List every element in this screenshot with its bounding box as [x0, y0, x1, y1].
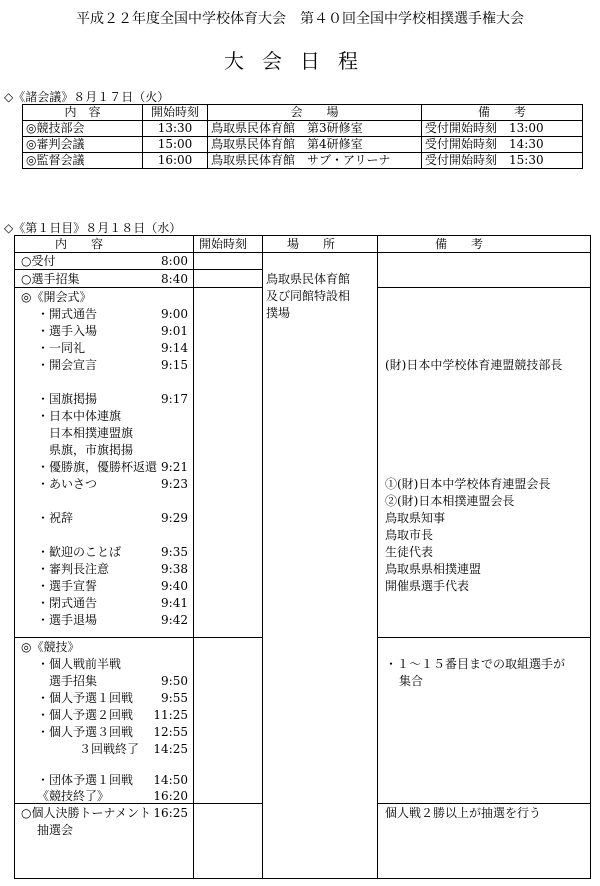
header-place: 場 所 [287, 237, 336, 251]
header-notes: 備 考 [435, 237, 484, 251]
schedule-item: ・閉式通告 [37, 596, 98, 610]
meeting-name: ◎審判会議 [23, 137, 143, 153]
schedule-item: 日本相撲連盟旗 [49, 426, 134, 440]
meeting-note: 受付開始時刻 13:00 [422, 121, 583, 137]
header-content: 内 容 [23, 105, 143, 121]
row-divider [377, 803, 590, 804]
meeting-time: 15:00 [143, 137, 208, 153]
header-start-time: 開始時刻 [143, 105, 208, 121]
note: ②(財)日本相撲連盟会長 [385, 494, 515, 508]
schedule-item: ◎《競技》 [21, 640, 80, 654]
note: 集合 [399, 674, 424, 688]
schedule-item: 県旗，市旗掲揚 [49, 443, 134, 457]
header-notes: 備 考 [422, 105, 583, 121]
schedule-time: 14:50 [153, 773, 188, 787]
schedule-time: 12:55 [153, 725, 188, 739]
note: 鳥取市長 [385, 528, 434, 542]
venue-line: 鳥取県民体育館 [266, 272, 351, 286]
schedule-time: 9:38 [161, 562, 188, 576]
schedule-time: 9:21 [161, 460, 188, 474]
schedule-time: 9:55 [161, 691, 188, 705]
meeting-name: ◎競技部会 [23, 121, 143, 137]
note: 個人戦２勝以上が抽選を行う [385, 806, 542, 820]
schedule-item: ・団体予選１回戦 [37, 773, 134, 787]
schedule-item: ・個人予選１回戦 [37, 691, 134, 705]
row-divider [377, 637, 590, 638]
schedule-time: 14:25 [153, 742, 188, 756]
document-subtitle: 大会日程 [224, 49, 376, 73]
schedule-item: ・審判長注意 [37, 562, 110, 576]
note: 鳥取県知事 [385, 511, 446, 525]
schedule-time: 9:40 [161, 579, 188, 593]
header-content: 内 容 [55, 237, 104, 251]
schedule-time: 8:00 [161, 254, 188, 268]
schedule-item: ・個人予選３回戦 [37, 725, 134, 739]
schedule-time: 8:40 [161, 272, 188, 286]
table-row [23, 121, 583, 137]
note: ①(財)日本中学校体育連盟会長 [385, 477, 551, 491]
column-divider [262, 236, 263, 878]
schedule-item: ・祝辞 [37, 511, 74, 525]
document-title: 平成２２年度全国中学校体育大会 第４０回全国中学校相撲選手権大会 [76, 11, 524, 27]
schedule-time: 9:23 [161, 477, 188, 491]
column-divider [193, 236, 194, 878]
schedule-item: 《競技終了》 [37, 789, 110, 803]
schedule-item: ○個人決勝トーナメント [21, 806, 151, 820]
day1-table [14, 235, 591, 879]
meeting-table [22, 104, 583, 169]
schedule-time: 9:29 [161, 511, 188, 525]
schedule-time: 16:20 [153, 789, 188, 803]
schedule-time: 9:15 [161, 358, 188, 372]
schedule-time: 9:35 [161, 545, 188, 559]
table-header-row [23, 105, 583, 121]
schedule-time: 9:50 [161, 674, 188, 688]
schedule-item: ・優勝旗，優勝杯返還 [37, 460, 158, 474]
schedule-time: 16:25 [153, 806, 188, 820]
header-start-time: 開始時刻 [199, 237, 248, 251]
day1-heading: ◇《第１日目》８月１８日（水） [4, 221, 182, 235]
schedule-time: 9:01 [161, 324, 188, 338]
venue-line: 撲場 [266, 306, 291, 320]
schedule-item: ・選手宣誓 [37, 579, 98, 593]
schedule-item: ・個人戦前半戦 [37, 657, 122, 671]
schedule-item: ・国旗掲揚 [37, 392, 98, 406]
meeting-venue: 鳥取県民体育館 サブ・アリーナ [208, 153, 422, 169]
table-row [23, 137, 583, 153]
schedule-time: 11:25 [153, 708, 188, 722]
meeting-note: 受付開始時刻 15:30 [422, 153, 583, 169]
note: 生徒代表 [385, 545, 434, 559]
note: (財)日本中学校体育連盟競技部長 [385, 358, 563, 372]
schedule-time: 9:17 [161, 392, 188, 406]
row-divider [15, 269, 262, 270]
meeting-time: 16:00 [143, 153, 208, 169]
schedule-item: ・あいさつ [37, 477, 98, 491]
meeting-time: 13:30 [143, 121, 208, 137]
column-divider [377, 236, 378, 878]
schedule-time: 9:14 [161, 341, 188, 355]
schedule-item: ・個人予選２回戦 [37, 708, 134, 722]
row-divider [15, 287, 262, 288]
meeting-note: 受付開始時刻 14:30 [422, 137, 583, 153]
note: ・１～１５番目までの取組選手が [385, 657, 566, 671]
row-divider [15, 637, 262, 638]
schedule-item: ・開会宣言 [37, 358, 98, 372]
schedule-item: ・日本中体連旗 [37, 409, 122, 423]
row-divider [377, 287, 590, 288]
note: 鳥取県県相撲連盟 [385, 562, 482, 576]
schedule-item: ・選手入場 [37, 324, 98, 338]
schedule-time: 9:42 [161, 613, 188, 627]
meeting-heading: ◇《諸会議》８月１７日（火） [4, 90, 170, 104]
schedule-item: ・選手退場 [37, 613, 98, 627]
table-row [23, 153, 583, 169]
note: 開催県選手代表 [385, 579, 470, 593]
schedule-item: 抽選会 [37, 823, 74, 837]
schedule-item: ○選手招集 [21, 272, 80, 286]
schedule-time: 9:00 [161, 307, 188, 321]
header-venue: 会 場 [208, 105, 422, 121]
schedule-item: ３回戦終了 [79, 742, 140, 756]
schedule-item: ○受付 [21, 254, 56, 268]
schedule-item: ◎《開会式》 [21, 290, 92, 304]
meeting-name: ◎監督会議 [23, 153, 143, 169]
venue-line: 及び同館特設相 [266, 289, 351, 303]
row-divider [15, 252, 590, 253]
schedule-item: ・一同礼 [37, 341, 86, 355]
schedule-time: 9:41 [161, 596, 188, 610]
schedule-item: ・歓迎のことば [37, 545, 122, 559]
meeting-venue: 鳥取県民体育館 第4研修室 [208, 137, 422, 153]
meeting-venue: 鳥取県民体育館 第3研修室 [208, 121, 422, 137]
schedule-item: 選手招集 [49, 674, 98, 688]
schedule-item: ・開式通告 [37, 307, 98, 321]
